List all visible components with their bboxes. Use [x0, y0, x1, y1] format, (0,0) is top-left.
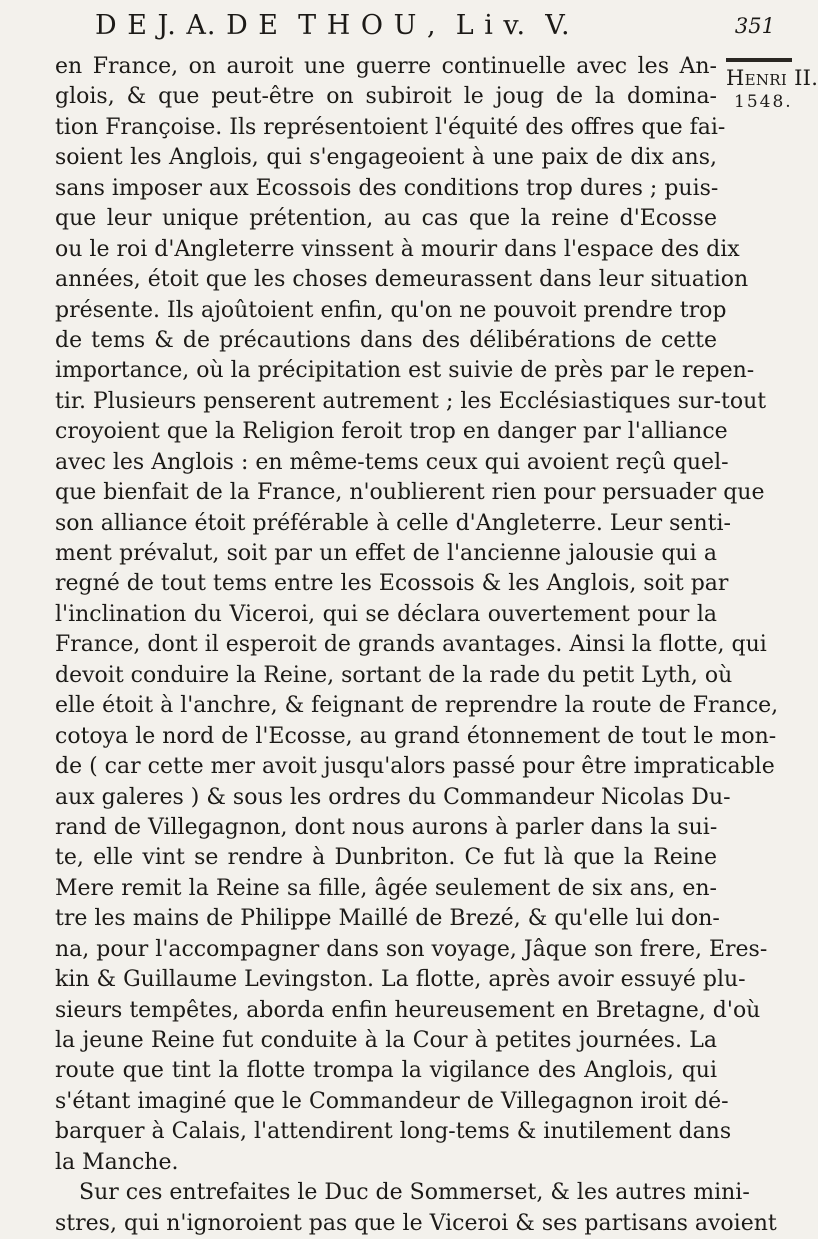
text-line: que leur unique prétention, au cas que la reine d'Ecosse [55, 206, 717, 232]
page-number: 351 [734, 14, 775, 38]
text-line: de tems & de précautions dans des délibérations de cette [55, 327, 717, 353]
marginal-year: 1548. [734, 92, 793, 112]
text-line: Sur ces entrefaites le Duc de Sommerset, & les autres mini- [79, 1180, 750, 1206]
text-line: stres, qui n'ignoroient pas que le Viceroi & ses partisans avoient [55, 1210, 777, 1236]
text-line: glois, & que peut-être on subiroit le joug de la domina- [55, 84, 717, 110]
text-line: s'étant imaginé que le Commandeur de Villegagnon iroit dé- [55, 1088, 729, 1114]
text-line: ou le roi d'Angleterre vinssent à mourir dans l'espace des dix [55, 236, 740, 262]
text-line: devoit conduire la Reine, sortant de la rade du petit Lyth, où [55, 662, 733, 688]
running-title: D E J. A. D E T H O U , L i v. V. [95, 10, 571, 41]
text-line: sieurs tempêtes, aborda enfin heureusement en Bretagne, d'où [55, 997, 761, 1023]
text-line: en France, on auroit une guerre continuelle avec les An- [55, 54, 717, 79]
text-line: tir. Plusieurs penserent autrement ; les Ecclésiastiques sur-tout [55, 388, 767, 414]
text-line: années, étoit que les choses demeurassent dans leur situation [55, 267, 749, 293]
text-line: route que tint la flotte trompa la vigilance des Anglois, qui [55, 1058, 717, 1084]
text-line: avec les Anglois : en même-tems ceux qui avoient reçû quel- [55, 449, 729, 475]
marginal-note [726, 58, 818, 112]
text-line: la Manche. [55, 1149, 179, 1175]
text-line: barquer à Calais, l'attendirent long-tems & inutilement dans [55, 1119, 732, 1145]
text-line: croyoient que la Religion feroit trop en danger par l'alliance [55, 419, 728, 445]
text-line: Mere remit la Reine sa fille, âgée seulement de six ans, en- [55, 875, 717, 901]
marginal-rule [726, 58, 792, 62]
text-line: l'inclination du Viceroi, qui se déclara ouvertement pour la [55, 601, 717, 627]
text-line: France, dont il esperoit de grands avantages. Ainsi la flotte, qui [55, 632, 767, 658]
text-line: tion Françoise. Ils représentoient l'équité des offres que fai- [55, 114, 726, 140]
text-line: ment prévalut, soit par un effet de l'ancienne jalousie qui a [55, 541, 717, 566]
text-line: que bienfait de la France, n'oublierent rien pour persuader que [55, 480, 765, 506]
text-line: importance, où la précipitation est suivie de près par le repen- [55, 358, 755, 384]
running-head [95, 10, 785, 50]
text-line: regné de tout tems entre les Ecossois & les Anglois, soit par [55, 571, 729, 597]
marginal-reign-name: Henri II. [726, 66, 818, 90]
text-line: tre les mains de Philippe Maillé de Brezé, & qu'elle lui don- [55, 906, 720, 932]
text-line: te, elle vint se rendre à Dunbriton. Ce fut là que la Reine [55, 845, 717, 871]
text-line: cotoya le nord de l'Ecosse, au grand étonnement de tout le mon- [55, 723, 777, 749]
text-line: soient les Anglois, qui s'engageoient à une paix de dix ans, [55, 145, 717, 171]
text-line: de ( car cette mer avoit jusqu'alors passé pour être impraticable [55, 754, 775, 780]
text-line: son alliance étoit préférable à celle d'Angleterre. Leur senti- [55, 510, 731, 536]
text-line: présente. Ils ajoûtoient enfin, qu'on ne pouvoit prendre trop [55, 297, 727, 323]
text-line: na, pour l'accompagner dans son voyage, Jâque son frere, Eres- [55, 936, 768, 962]
text-line: kin & Guillaume Levingston. La flotte, après avoir essuyé plu- [55, 967, 746, 993]
text-line: elle étoit à l'anchre, & feignant de reprendre la route de France, [55, 693, 779, 719]
text-line: la jeune Reine fut conduite à la Cour à petites journées. La [55, 1028, 717, 1053]
text-line: rand de Villegagnon, dont nous aurons à parler dans la sui- [55, 814, 718, 840]
text-line: aux galeres ) & sous les ordres du Commandeur Nicolas Du- [55, 784, 731, 810]
text-line: sans imposer aux Ecossois des conditions trop dures ; puis- [55, 175, 719, 201]
